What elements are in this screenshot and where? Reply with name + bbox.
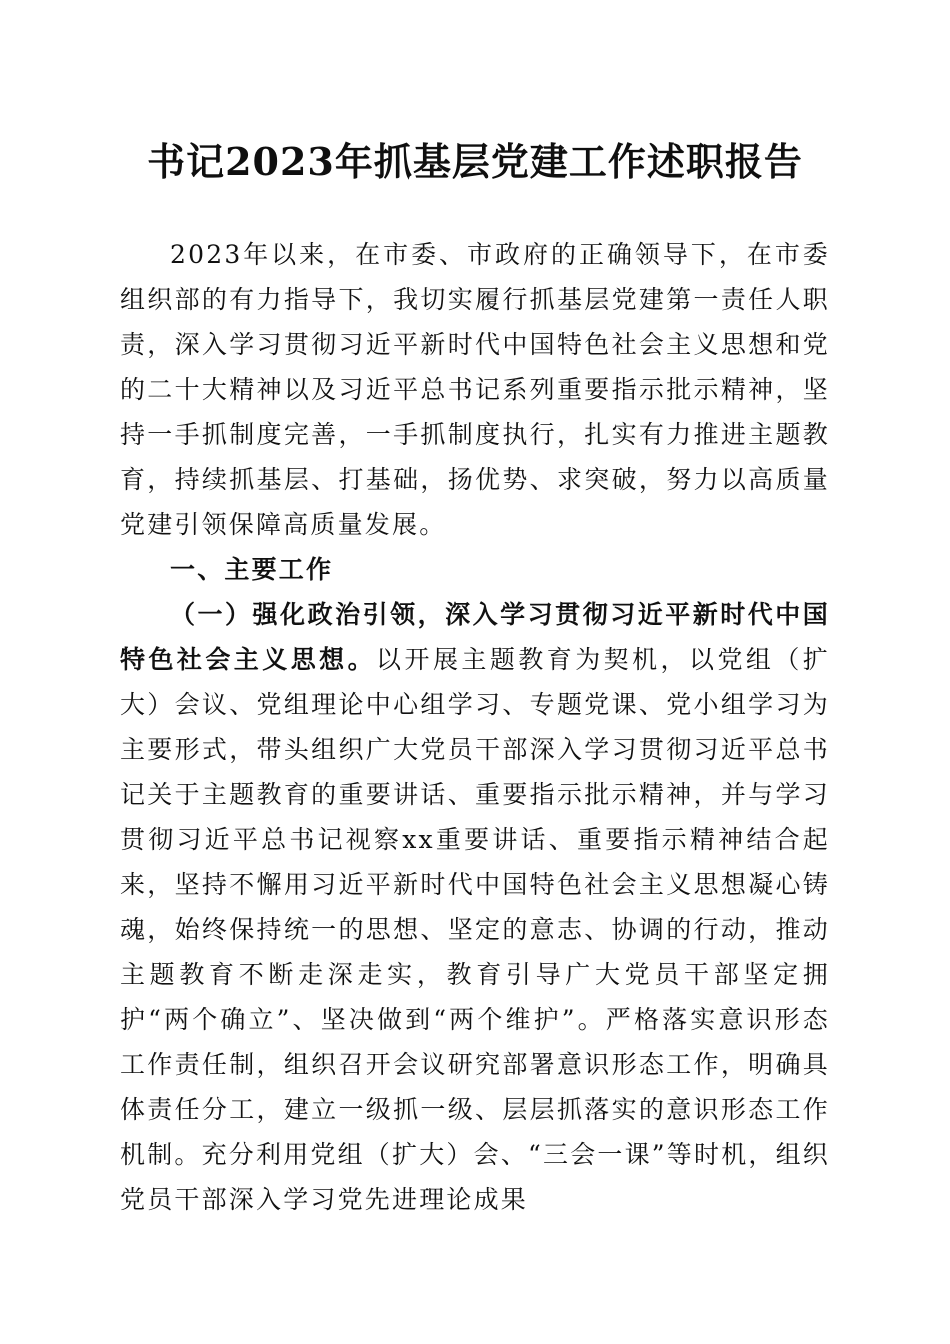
subsection-body: 以开展主题教育为契机，以党组（扩大）会议、党组理论中心组学习、专题党课、党小组学习为主要形式，带头组织广大党员干部深入学习贯彻习近平总书记关于主题教育的重要讲话、重要指示批示精神，并与学习贯彻习近平总书记视察xx重要讲话、重要指示精神结合起来，坚持不懈用习近平新时代中国特色社会主义思想凝心铸魂，始终保持统一的思想、坚定的意志、协调的行动，推动主题教育不断走深走实，教育引导广大党员干部坚定拥护“两个确立”、坚决做到“两个维护”。严格落实意识形态工作责任制，组织召开会议研究部署意识形态工作，明确具体责任分工，建立一级抓一级、层层抓落实的意识形态工作机制。充分利用党组（扩大）会、“三会一课”等时机，组织党员干部深入学习党先进理论成果 — [120, 645, 830, 1214]
subsection-paragraph — [120, 592, 830, 1222]
intro-paragraph: 2023年以来，在市委、市政府的正确领导下，在市委组织部的有力指导下，我切实履行抓基层党建第一责任人职责，深入学习贯彻习近平新时代中国特色社会主义思想和党的二十大精神以及习近平总书记系列重要指示批示精神，坚持一手抓制度完善，一手抓制度执行，扎实有力推进主题教育，持续抓基层、打基础，扬优势、求突破，努力以高质量党建引领保障高质量发展。 — [120, 240, 830, 539]
subsection-lead: （一）强化政治引领，深入学习贯彻习近平新时代中国特色社会主义思想。 — [120, 600, 830, 674]
document-title: 书记2023年抓基层党建工作述职报告 — [147, 139, 803, 184]
section-heading-main-work: 一、主要工作 — [170, 555, 334, 584]
document-body — [120, 232, 830, 1222]
